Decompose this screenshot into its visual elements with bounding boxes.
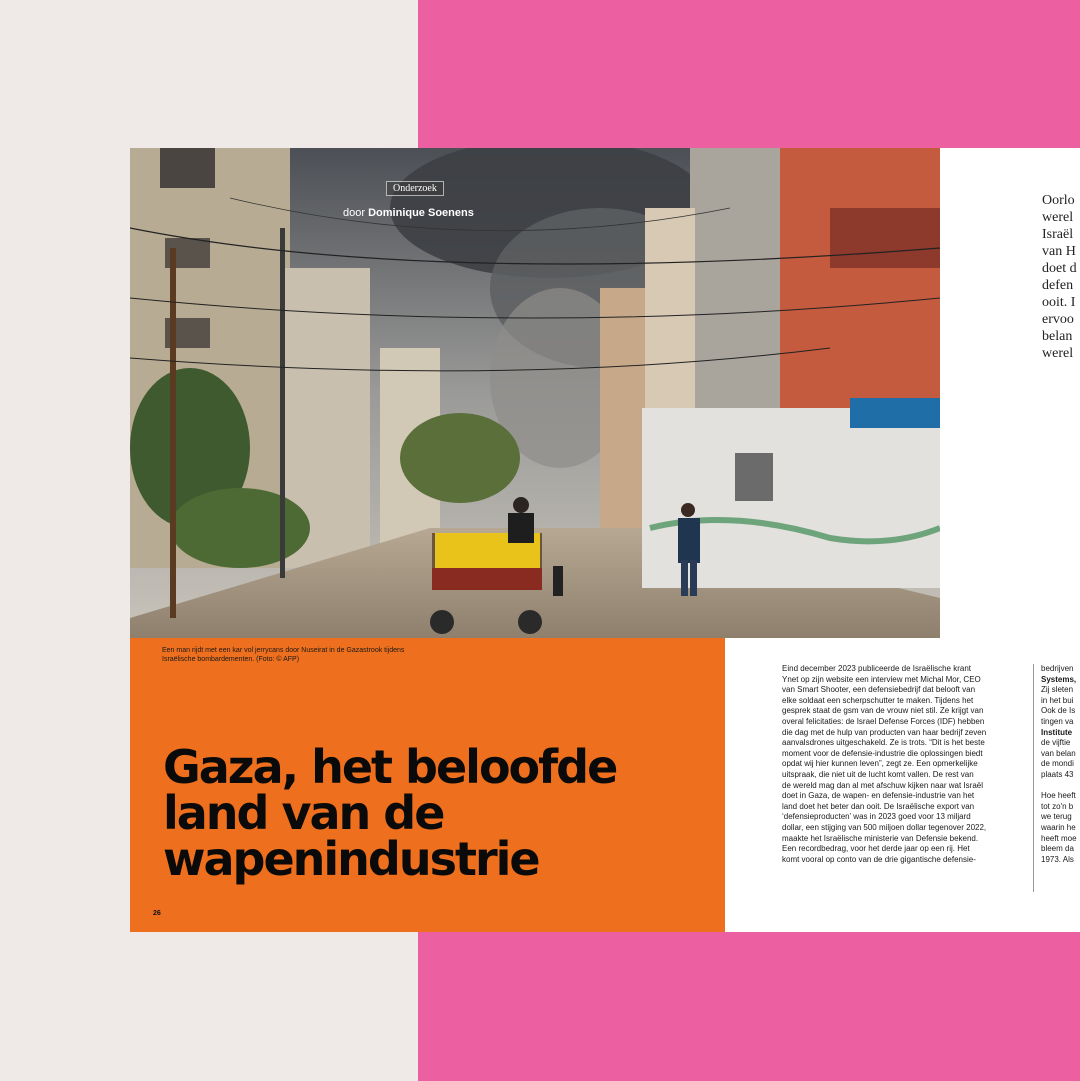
- body-line: de vijftie: [1041, 738, 1071, 748]
- body-line: dollar, een stijging van 500 miljoen dollar tegenover 2022,: [782, 822, 987, 832]
- body-line: tingen va: [1041, 716, 1074, 726]
- page-number: 26: [153, 910, 161, 917]
- intro-line: Oorlo: [1042, 193, 1075, 208]
- body-line: die dag met de hulp van producten van haar bedrijf zeven: [782, 727, 987, 737]
- pink-background-bottom: [418, 932, 1080, 1081]
- body-line: gesprek staat de gsm van de vrouw niet stil. Ze krijgt van: [782, 706, 984, 716]
- headline: [163, 740, 683, 886]
- body-line: we terug: [1041, 812, 1072, 822]
- headline-line: Gaza, het beloofde: [163, 740, 617, 794]
- intro-line: doet d: [1042, 261, 1077, 276]
- body-line: ‘defensieproducten’ was in 2023 goed voor 13 miljard: [782, 812, 971, 822]
- body-line: van Smart Shooter, een defensiebedrijf dat belooft van: [782, 685, 976, 695]
- body-line: land doet het beter dan ooit. De Israëlische export van: [782, 801, 975, 811]
- body-line: 1973. Als: [1041, 854, 1074, 864]
- byline-prefix: door: [343, 207, 366, 219]
- body-line: elke soldaat een scherpschutter te maken. Tijdens het: [782, 695, 974, 705]
- body-line: maakte het Israëlische ministerie van Defensie bekend.: [782, 833, 979, 843]
- intro-line: van H: [1042, 244, 1076, 259]
- body-line: moment voor de defensie-industrie die oplossingen biedt: [782, 748, 983, 758]
- body-line: heeft moe: [1041, 833, 1077, 843]
- body-line: doet in Gaza, de wapen- en defensie-industrie van het: [782, 791, 975, 801]
- body-line: in het bui: [1041, 695, 1074, 705]
- intro-text: [1042, 192, 1080, 362]
- body-column-1: [782, 664, 1027, 865]
- intro-line: werel: [1042, 210, 1074, 225]
- column-divider: [1033, 664, 1034, 892]
- body-line: tot zo'n b: [1041, 801, 1074, 811]
- article-photo: [130, 148, 940, 638]
- author-name: Dominique Soenens: [368, 207, 474, 219]
- body-line: de wereld mag dan al met afschuw kijken naar wat Israël: [782, 780, 983, 790]
- byline: [343, 207, 474, 219]
- intro-line: ervoo: [1042, 312, 1074, 327]
- body-line: van belan: [1041, 748, 1076, 758]
- gaza-street-photo: [130, 148, 940, 638]
- body-line: uitspraak, die niet uit de lucht komt vallen. De rest van: [782, 769, 974, 779]
- intro-line: Israël: [1042, 227, 1074, 242]
- magazine-spread: [130, 148, 1080, 932]
- body-line: opdat wij hier kunnen leven”, zegt ze. Een opmerkelijke: [782, 759, 978, 769]
- intro-line: defen: [1042, 278, 1074, 293]
- body-line: Systems,: [1041, 674, 1077, 684]
- headline-line: wapenindustrie: [163, 832, 539, 886]
- pink-background-top: [418, 0, 1080, 148]
- headline-panel: [130, 638, 725, 932]
- intro-line: werel: [1042, 346, 1074, 361]
- body-line: overal felicitaties: de Israel Defense Forces (IDF) hebben: [782, 716, 985, 726]
- body-line: bleem da: [1041, 844, 1074, 854]
- intro-line: ooit. I: [1042, 295, 1076, 310]
- intro-line: belan: [1042, 329, 1073, 344]
- body-line: Institute: [1041, 727, 1073, 737]
- body-line: Ook de Is: [1041, 706, 1076, 716]
- body-line: plaats 43: [1041, 769, 1074, 779]
- photo-caption: Een man rijdt met een kar vol jerrycans door Nuseirat in de Gazastrook tijdens Israëlische bombardementen. (Foto: © AFP): [162, 647, 405, 663]
- body-line: aanvalsdrones uitgeschakeld. Ze is trots. “Dit is het beste: [782, 738, 985, 748]
- body-line: Een recordbedrag, voor het derde jaar op een rij. Het: [782, 844, 970, 854]
- body-line: Zij sleten: [1041, 685, 1074, 695]
- body-line: Hoe heeft: [1041, 791, 1076, 801]
- body-line: Ynet op zijn website een interview met Michal Mor, CEO: [782, 674, 981, 684]
- body-line: [1041, 781, 1080, 792]
- body-line: Eind december 2023 publiceerde de Israëlische krant: [782, 664, 972, 673]
- body-line: bedrijven: [1041, 664, 1074, 673]
- body-line: komt vooral op conto van de drie gigantische defensie-: [782, 854, 976, 864]
- body-line: waarin he: [1041, 822, 1076, 832]
- body-column-2: [1041, 664, 1080, 865]
- headline-line: land van de: [163, 786, 444, 840]
- section-tag: Onderzoek: [386, 181, 444, 196]
- body-line: de mondi: [1041, 759, 1074, 769]
